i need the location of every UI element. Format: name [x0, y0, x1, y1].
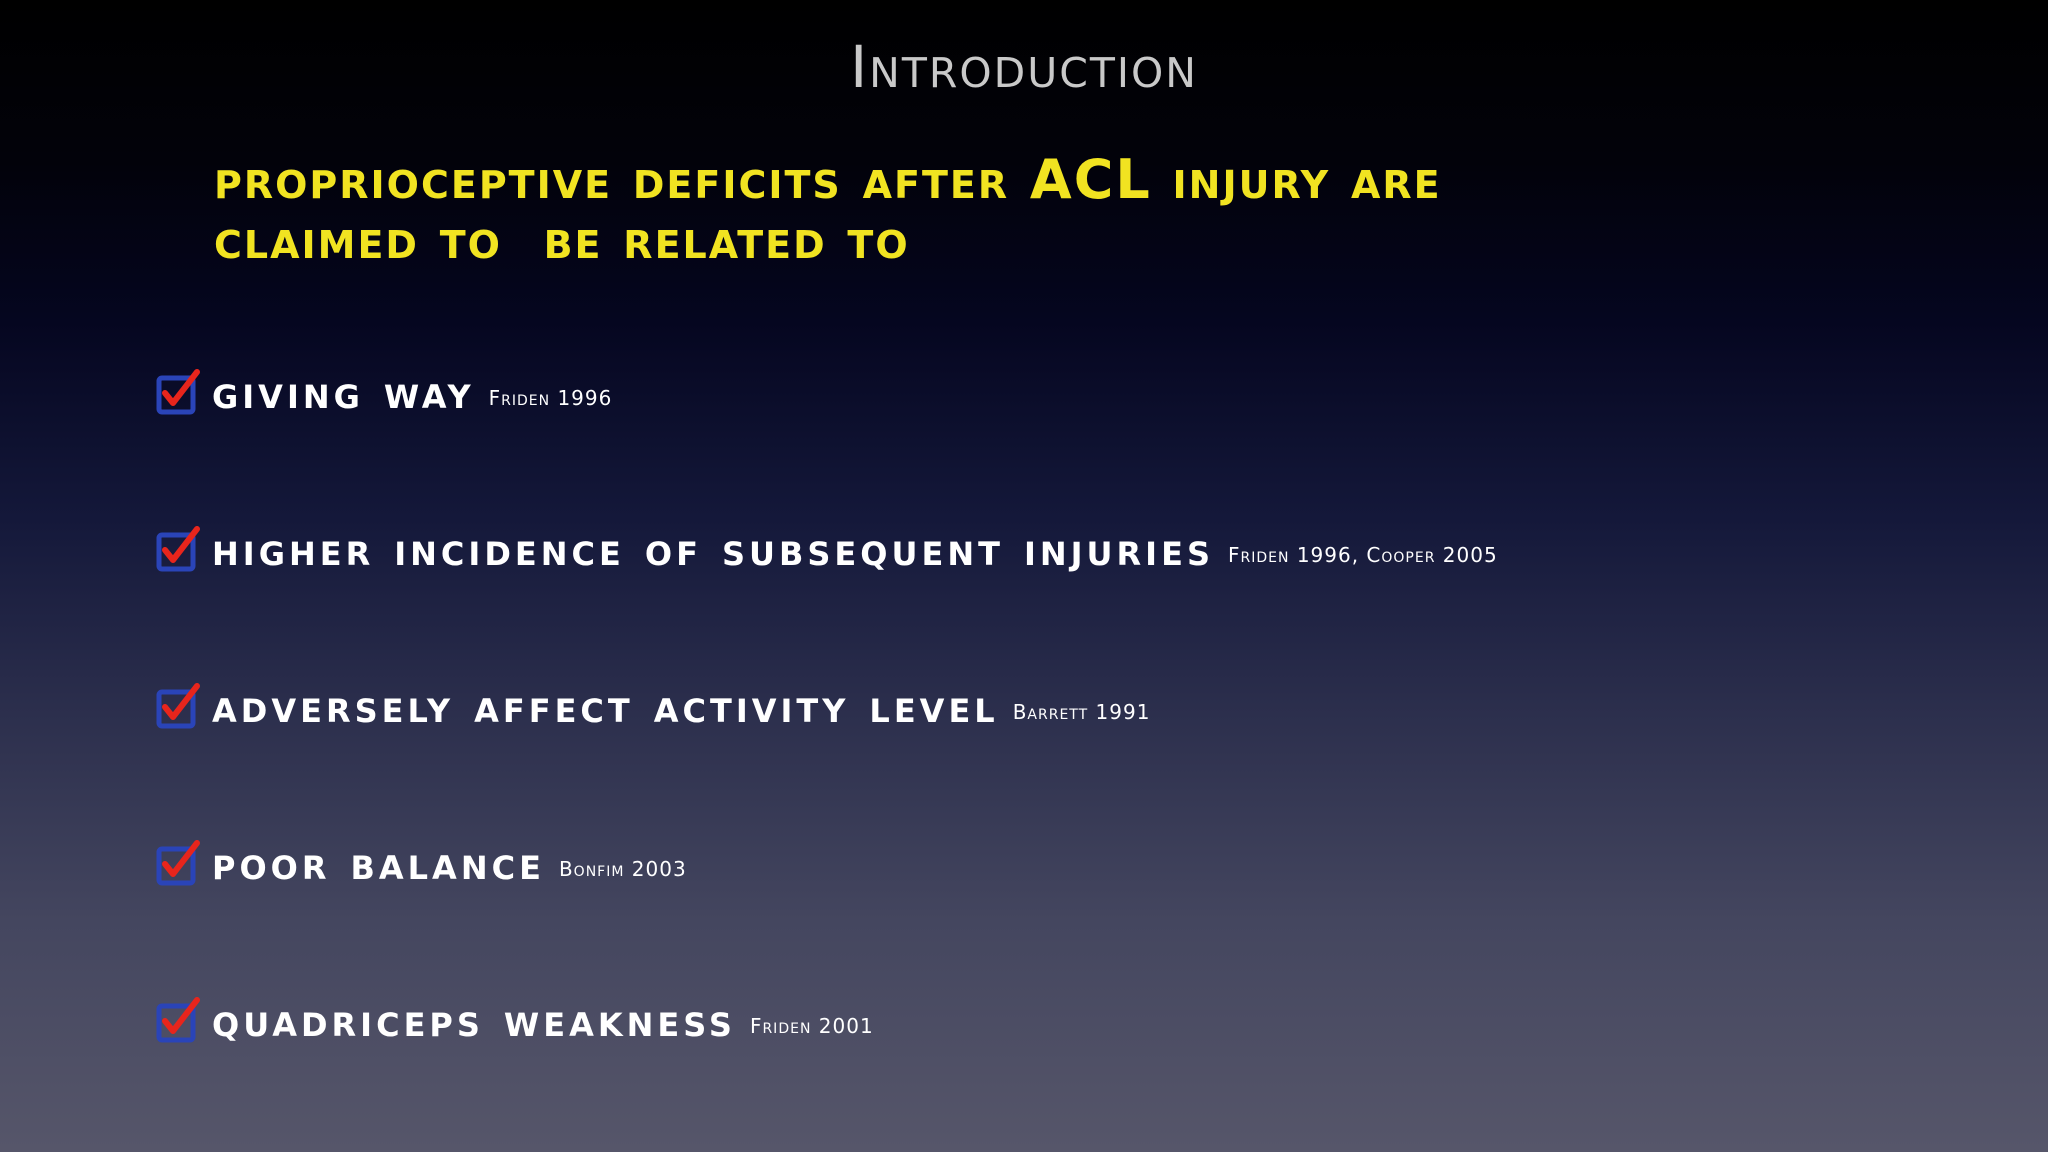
bullet-item: [156, 524, 1498, 574]
bullet-item: [156, 681, 1150, 731]
checked-checkbox-icon: [156, 369, 202, 415]
item-citation: Bonfim 2003: [558, 857, 687, 881]
item-text: adversely affect activity level: [212, 679, 999, 733]
checked-checkbox-icon: [156, 526, 202, 572]
bullet-item: [156, 838, 687, 888]
checked-checkbox-icon: [156, 683, 202, 729]
slide-title: Introduction: [850, 33, 1198, 101]
item-text: higher incidence of subsequent injuries: [212, 522, 1214, 576]
checked-checkbox-icon: [156, 997, 202, 1043]
item-text: giving way: [212, 365, 475, 419]
bullet-item: [156, 995, 874, 1045]
item-citation: Barrett 1991: [1012, 700, 1151, 724]
slide-headline: proprioceptive deficits after ACL injury are claimed to be related to: [214, 148, 1442, 271]
item-citation: Friden 1996, Cooper 2005: [1228, 543, 1498, 567]
item-citation: Friden 2001: [749, 1014, 874, 1038]
checked-checkbox-icon: [156, 840, 202, 886]
item-text: poor balance: [212, 836, 545, 890]
item-citation: Friden 1996: [488, 386, 613, 410]
item-text: quadriceps weakness: [212, 993, 736, 1047]
bullet-item: [156, 367, 612, 417]
